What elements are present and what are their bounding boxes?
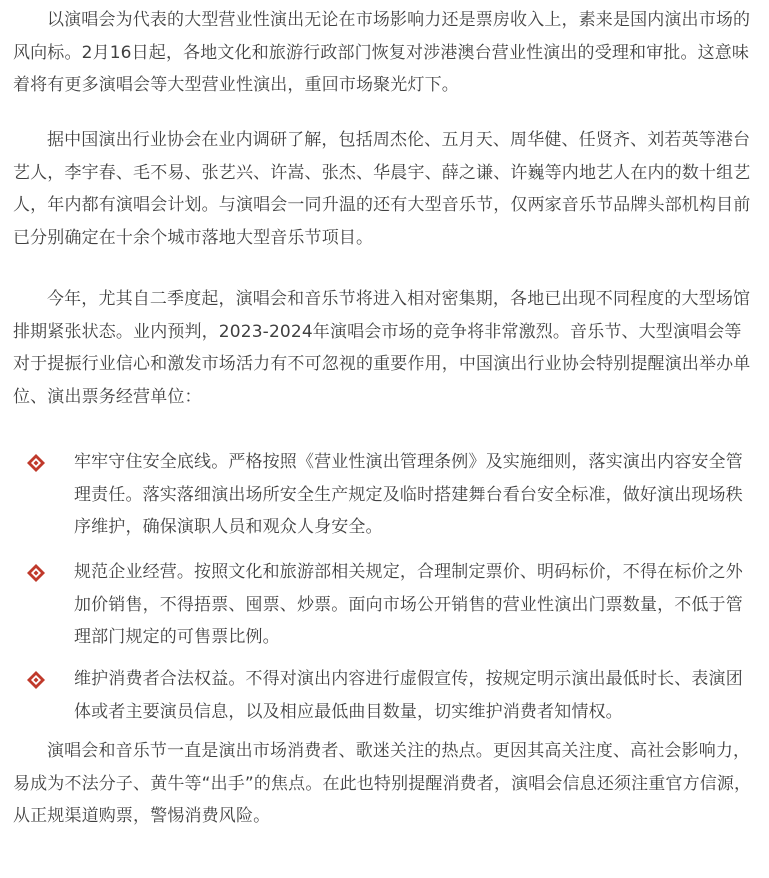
bullet-text: 规范企业经营。按照文化和旅游部相关规定，合理制定票价、明码标价，不得在标价之外加价销售，不得捂票、囤票、炒票。面向市场公开销售的营业性演出门票数量，不低于管理部门规定的可售票比例。 xyxy=(74,562,743,647)
diamond-bullet-icon xyxy=(27,564,45,582)
article-paragraph-3: 今年，尤其自二季度起，演唱会和音乐节将进入相对密集期，各地已出现不同程度的大型场馆排期紧张状态。业内预判，2023-2024年演唱会市场的竞争将非常激烈。音乐节、大型演唱会等对于提振行业信心和激发市场活力有不可忽视的重要作用，中国演出行业协会特别提醒演出举办单位、演出票务经营单位： xyxy=(13,289,751,407)
article-paragraph-4: 演唱会和音乐节一直是演出市场消费者、歌迷关注的热点。更因其高关注度、高社会影响力，易成为不法分子、黄牛等“出手”的焦点。在此也特别提醒消费者，演唱会信息还须注重官方信源，从正规渠道购票，警惕消费风险。 xyxy=(13,741,752,826)
article-paragraph-2: 据中国演出行业协会在业内调研了解，包括周杰伦、五月天、周华健、任贤齐、刘若英等港台艺人，李宇春、毛不易、张艺兴、许嵩、张杰、华晨宇、薛之谦、许巍等内地艺人在内的数十组艺人，年内都有演唱会计划。与演唱会一同升温的还有大型音乐节，仅两家音乐节品牌头部机构目前已分别确定在十余个城市落地大型音乐节项目。 xyxy=(13,130,751,248)
article-paragraph-1: 以演唱会为代表的大型营业性演出无论在市场影响力还是票房收入上，素来是国内演出市场的风向标。2月16日起，各地文化和旅游行政部门恢复对涉港澳台营业性演出的受理和审批。这意味着将有更多演唱会等大型营业性演出，重回市场聚光灯下。 xyxy=(13,10,751,95)
bullet-text: 维护消费者合法权益。不得对演出内容进行虚假宣传，按规定明示演出最低时长、表演团体或者主要演员信息，以及相应最低曲目数量，切实维护消费者知情权。 xyxy=(74,669,743,722)
bullet-text: 牢牢守住安全底线。严格按照《营业性演出管理条例》及实施细则，落实演出内容安全管理责任。落实落细演出场所安全生产规定及临时搭建舞台看台安全标准，做好演出现场秩序维护，确保演职人员和观众人身安全。 xyxy=(74,452,743,537)
diamond-bullet-icon xyxy=(27,454,45,472)
diamond-bullet-icon xyxy=(27,671,45,689)
